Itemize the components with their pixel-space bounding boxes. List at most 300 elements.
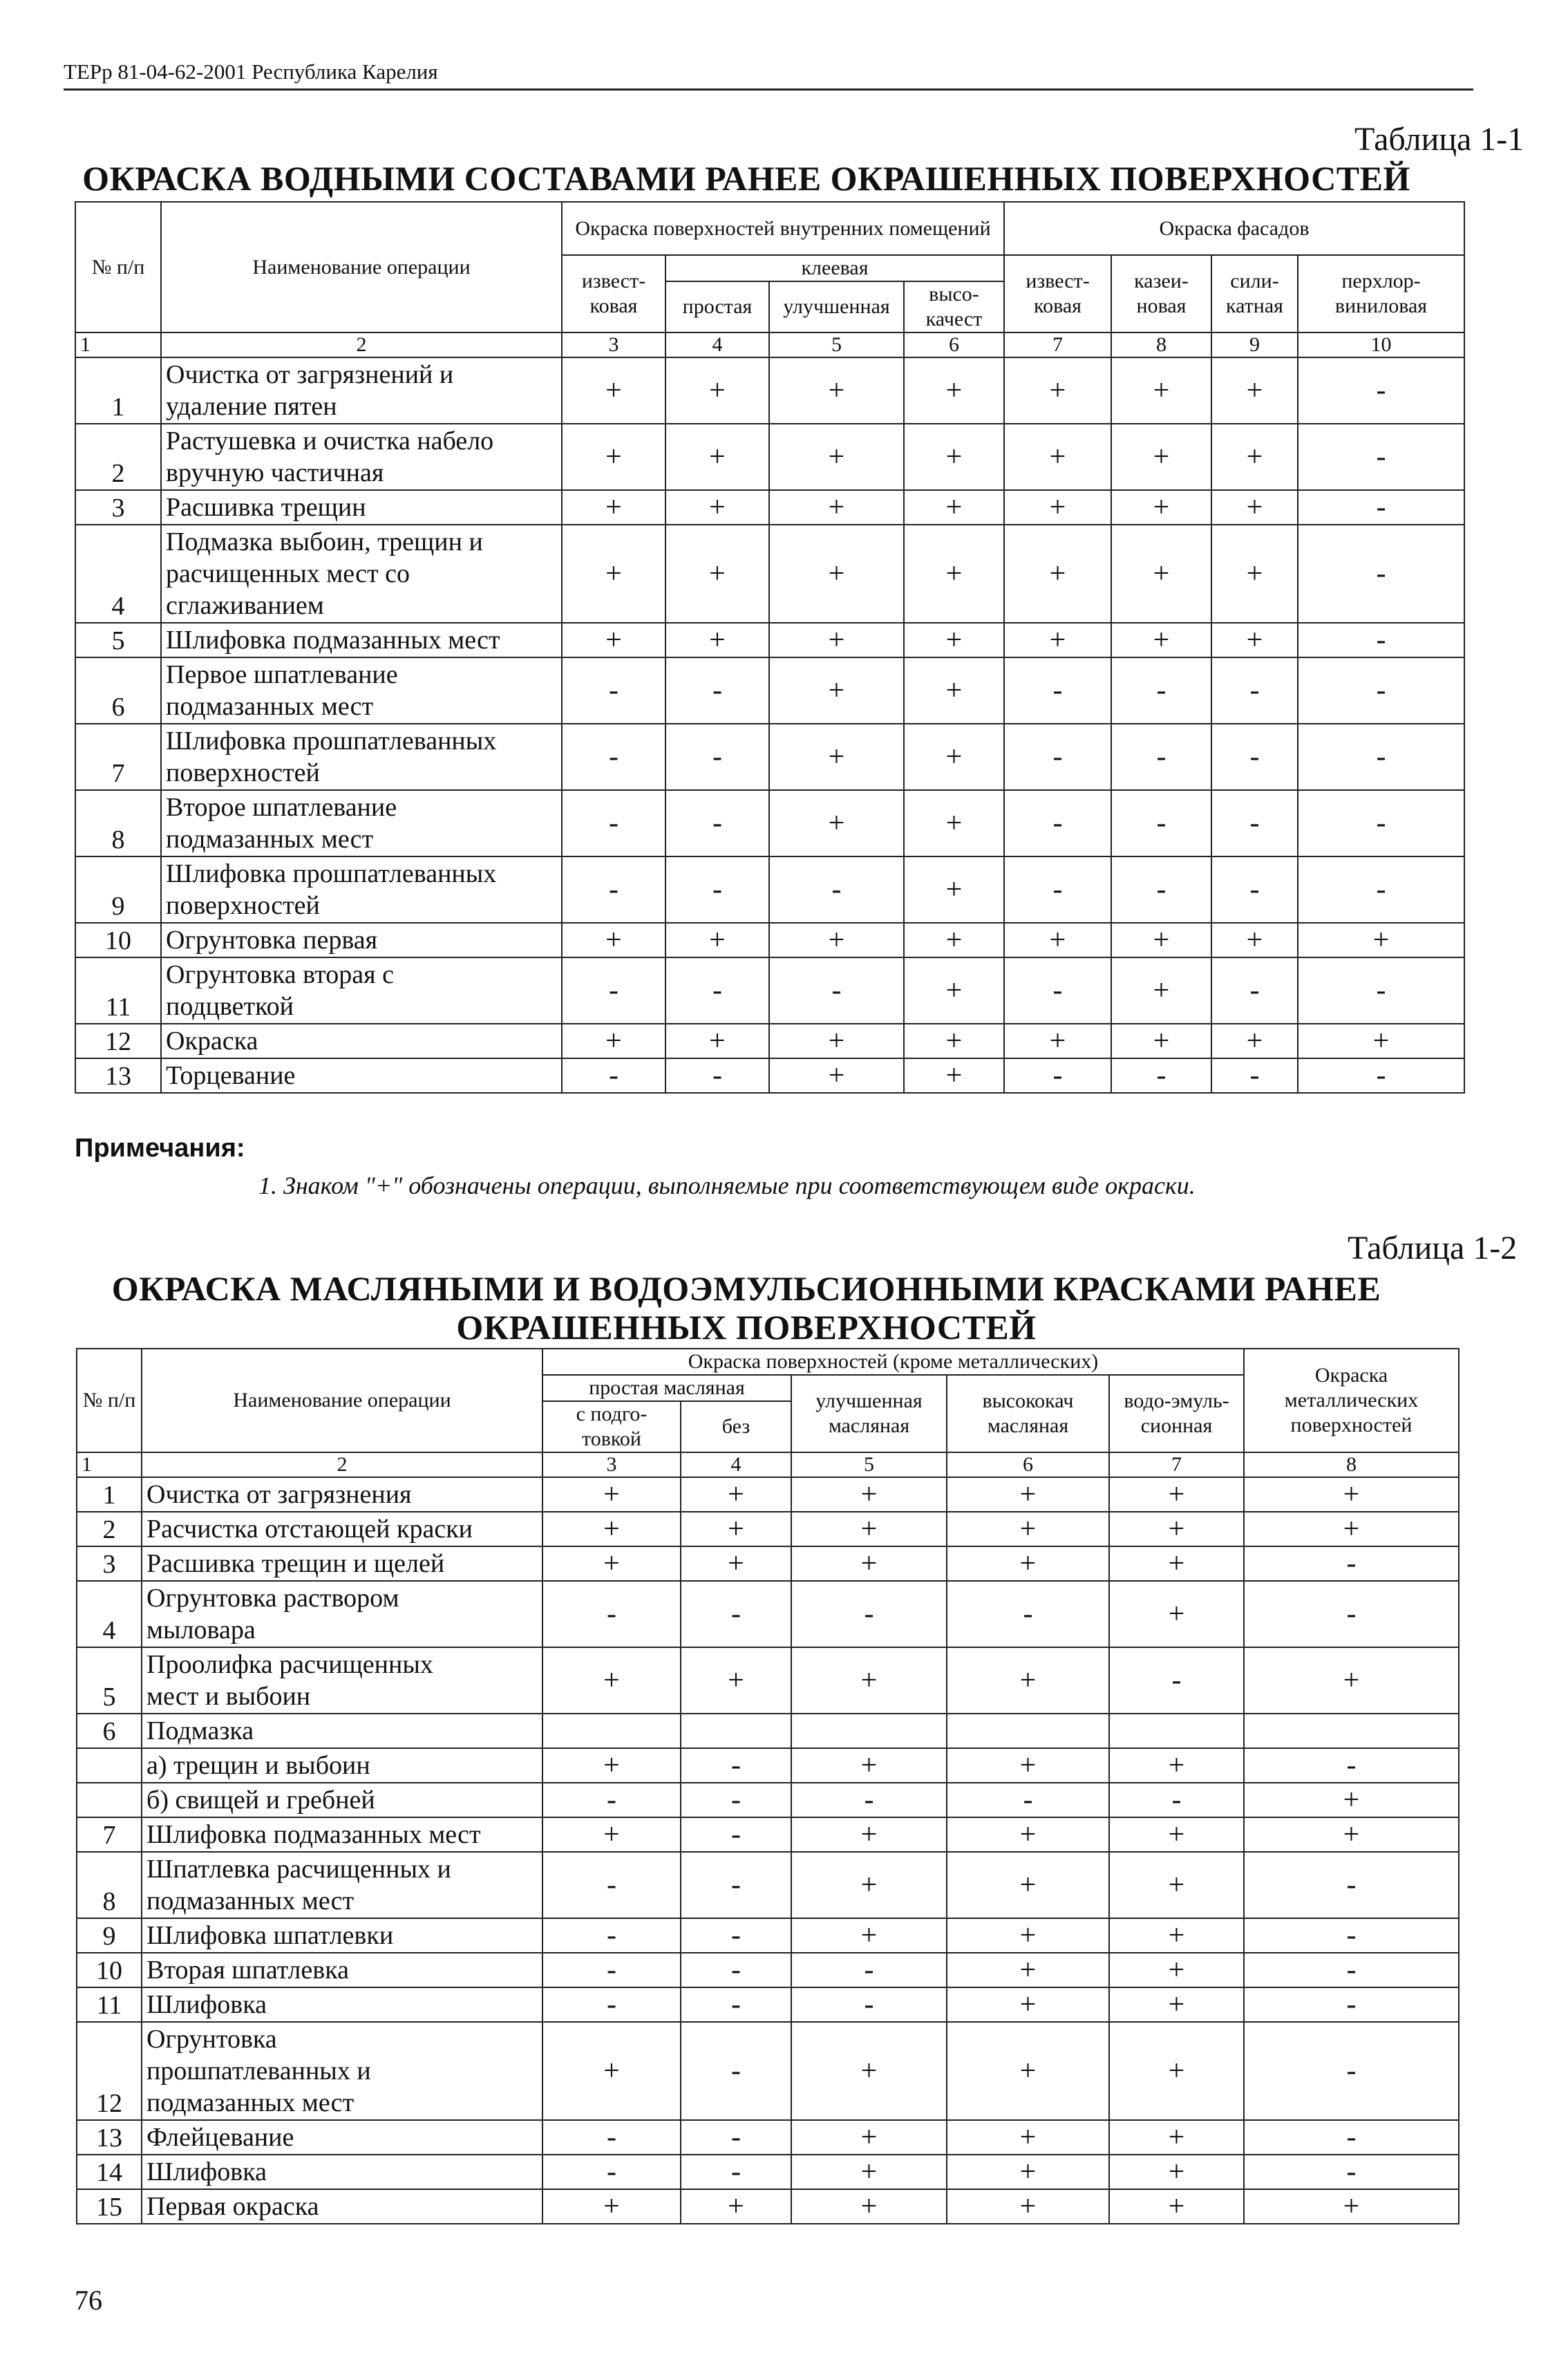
applicability-mark: + bbox=[1109, 1953, 1244, 1987]
t1-colno: 4 bbox=[665, 332, 769, 357]
applicability-mark: + bbox=[1211, 525, 1298, 623]
t2-vysokokachestvennaya-header: высококач масляная bbox=[947, 1375, 1109, 1452]
applicability-mark: + bbox=[665, 623, 769, 657]
applicability-mark: + bbox=[1004, 525, 1111, 623]
applicability-mark: - bbox=[665, 790, 769, 856]
operation-name bbox=[161, 856, 562, 923]
table2-title-line2: ОКРАШЕННЫХ ПОВЕРХНОСТЕЙ bbox=[456, 1308, 1037, 1347]
applicability-mark: + bbox=[542, 1546, 681, 1581]
operation-name bbox=[161, 790, 562, 856]
applicability-mark: - bbox=[1244, 2022, 1459, 2120]
applicability-mark: + bbox=[562, 490, 665, 525]
applicability-mark: + bbox=[1298, 923, 1464, 957]
t2-metal-header: Окраска металлических поверхностей bbox=[1244, 1349, 1459, 1452]
applicability-mark: + bbox=[681, 1546, 791, 1581]
operation-name-line: Огрунтовка вторая с bbox=[166, 960, 394, 989]
applicability-mark: - bbox=[681, 2155, 791, 2189]
applicability-mark: - bbox=[562, 856, 665, 923]
applicability-mark: - bbox=[542, 1953, 681, 1987]
applicability-mark: - bbox=[562, 790, 665, 856]
row-number: 8 bbox=[77, 1852, 142, 1918]
t2-colno: 4 bbox=[681, 1452, 791, 1477]
row-number: 14 bbox=[77, 2155, 142, 2189]
operation-name-line: Очистка от загрязнений и bbox=[166, 360, 454, 389]
t1-colno: 5 bbox=[769, 332, 904, 357]
applicability-mark: + bbox=[947, 2189, 1109, 2224]
applicability-mark: - bbox=[1298, 490, 1464, 525]
row-number: 8 bbox=[75, 790, 161, 856]
table-row bbox=[75, 490, 1464, 525]
table-row bbox=[77, 1546, 1459, 1581]
operation-name bbox=[142, 1987, 542, 2022]
operation-name-line: подцветкой bbox=[166, 992, 294, 1021]
t1-silikatnaya-header: сили-катная bbox=[1211, 255, 1298, 332]
applicability-mark: + bbox=[947, 1918, 1109, 1953]
applicability-mark: + bbox=[1211, 424, 1298, 490]
applicability-mark: + bbox=[1211, 923, 1298, 957]
applicability-mark: - bbox=[1244, 1748, 1459, 1783]
operation-name-line: расчищенных мест со bbox=[166, 559, 410, 588]
applicability-mark: - bbox=[1111, 657, 1211, 724]
table-row bbox=[77, 1852, 1459, 1918]
applicability-mark: - bbox=[1298, 724, 1464, 790]
table2 bbox=[76, 1348, 1460, 2224]
applicability-mark: + bbox=[947, 1647, 1109, 1714]
applicability-mark: + bbox=[1211, 357, 1298, 424]
running-head: ТЕРр 81-04-62-2001 Республика Карелия bbox=[64, 59, 438, 84]
applicability-mark: + bbox=[947, 2155, 1109, 2189]
row-number: 12 bbox=[77, 2022, 142, 2120]
applicability-mark: - bbox=[791, 1953, 947, 1987]
operation-name bbox=[142, 1546, 542, 1581]
applicability-mark: + bbox=[1111, 623, 1211, 657]
t1-kleevaya-header: клеевая bbox=[665, 255, 1004, 281]
t1-perhlorvinilovaya-header: перхлор-виниловая bbox=[1298, 255, 1464, 332]
t2-bez-header: без bbox=[681, 1401, 791, 1452]
applicability-mark: - bbox=[542, 1987, 681, 2022]
applicability-mark bbox=[791, 1714, 947, 1748]
t1-uluchshennaya-header: улучшенная bbox=[769, 281, 904, 332]
note-1: 1. Знаком "+" обозначены операции, выполняемые при соответствующем виде окраски. bbox=[258, 1172, 1196, 1199]
applicability-mark: + bbox=[562, 424, 665, 490]
applicability-mark: - bbox=[1211, 790, 1298, 856]
t2-col-name-header: Наименование операции bbox=[142, 1349, 542, 1452]
operation-name-line: подмазанных мест bbox=[147, 1886, 355, 1915]
applicability-mark: + bbox=[769, 490, 904, 525]
operation-name bbox=[161, 923, 562, 957]
applicability-mark: + bbox=[562, 1024, 665, 1058]
applicability-mark: - bbox=[562, 657, 665, 724]
applicability-mark: + bbox=[1109, 1987, 1244, 2022]
operation-name bbox=[142, 1852, 542, 1918]
row-number: 6 bbox=[75, 657, 161, 724]
table-row bbox=[77, 1918, 1459, 1953]
operation-name-line: Подмазка bbox=[147, 1716, 254, 1745]
operation-name-line: подмазанных мест bbox=[147, 2088, 355, 2117]
applicability-mark: + bbox=[1244, 1512, 1459, 1546]
applicability-mark: + bbox=[947, 1748, 1109, 1783]
applicability-mark: - bbox=[1244, 2120, 1459, 2155]
applicability-mark: - bbox=[542, 2155, 681, 2189]
table-row bbox=[75, 1024, 1464, 1058]
applicability-mark: + bbox=[769, 657, 904, 724]
applicability-mark: + bbox=[1244, 2189, 1459, 2224]
applicability-mark: + bbox=[542, 1647, 681, 1714]
applicability-mark: - bbox=[1298, 1058, 1464, 1093]
applicability-mark: - bbox=[1211, 856, 1298, 923]
operation-name-line: Флейцевание bbox=[147, 2123, 294, 2152]
applicability-mark bbox=[947, 1714, 1109, 1748]
applicability-mark: + bbox=[665, 424, 769, 490]
applicability-mark: - bbox=[562, 957, 665, 1024]
table-row bbox=[77, 1817, 1459, 1852]
t2-vodoemulsionnaya-header: водо-эмуль-сионная bbox=[1109, 1375, 1244, 1452]
operation-name bbox=[142, 1748, 542, 1783]
t1-colno: 2 bbox=[161, 332, 562, 357]
applicability-mark: - bbox=[665, 1058, 769, 1093]
applicability-mark: - bbox=[665, 856, 769, 923]
applicability-mark: + bbox=[947, 1953, 1109, 1987]
applicability-mark: + bbox=[1111, 957, 1211, 1024]
operation-name-line: Расчистка отстающей краски bbox=[147, 1515, 473, 1544]
table-row bbox=[77, 1647, 1459, 1714]
applicability-mark: + bbox=[1004, 490, 1111, 525]
applicability-mark: + bbox=[1111, 490, 1211, 525]
operation-name bbox=[161, 623, 562, 657]
table2-label: Таблица 1-2 bbox=[1348, 1230, 1518, 1266]
applicability-mark: + bbox=[1244, 1477, 1459, 1512]
applicability-mark: - bbox=[769, 957, 904, 1024]
applicability-mark: - bbox=[769, 856, 904, 923]
applicability-mark: + bbox=[791, 1852, 947, 1918]
operation-name bbox=[142, 1581, 542, 1647]
applicability-mark: - bbox=[1211, 1058, 1298, 1093]
table-row bbox=[77, 1581, 1459, 1647]
applicability-mark: + bbox=[904, 923, 1004, 957]
applicability-mark: - bbox=[1244, 1918, 1459, 1953]
operation-name bbox=[161, 1058, 562, 1093]
applicability-mark: + bbox=[1109, 1852, 1244, 1918]
table-row bbox=[75, 424, 1464, 490]
applicability-mark: + bbox=[769, 357, 904, 424]
applicability-mark: + bbox=[791, 2120, 947, 2155]
applicability-mark: - bbox=[1244, 1987, 1459, 2022]
applicability-mark: + bbox=[791, 2155, 947, 2189]
applicability-mark: + bbox=[769, 1024, 904, 1058]
operation-name bbox=[142, 1477, 542, 1512]
t2-prostaya-maslyanaya-header: простая масляная bbox=[542, 1375, 791, 1401]
applicability-mark: + bbox=[904, 424, 1004, 490]
operation-name-line: подмазанных мест bbox=[166, 692, 374, 721]
applicability-mark: + bbox=[904, 790, 1004, 856]
operation-name-line: Шлифовка прошпатлеванных bbox=[166, 727, 497, 756]
applicability-mark: + bbox=[947, 1852, 1109, 1918]
row-number: 11 bbox=[77, 1987, 142, 2022]
t1-colno: 3 bbox=[562, 332, 665, 357]
operation-name-line: Окраска bbox=[166, 1027, 258, 1056]
applicability-mark: + bbox=[947, 2120, 1109, 2155]
applicability-mark: + bbox=[791, 1647, 947, 1714]
applicability-mark: + bbox=[769, 923, 904, 957]
applicability-mark: - bbox=[681, 1817, 791, 1852]
operation-name-line: Расшивка трещин bbox=[166, 493, 366, 522]
table-row bbox=[77, 1714, 1459, 1748]
operation-name bbox=[142, 2120, 542, 2155]
applicability-mark: + bbox=[904, 623, 1004, 657]
table-row bbox=[75, 923, 1464, 957]
row-number: 7 bbox=[77, 1817, 142, 1852]
applicability-mark: + bbox=[1111, 357, 1211, 424]
row-number: 12 bbox=[75, 1024, 161, 1058]
applicability-mark: + bbox=[542, 1817, 681, 1852]
applicability-mark: - bbox=[562, 1058, 665, 1093]
operation-name bbox=[142, 1817, 542, 1852]
table-row bbox=[77, 2022, 1459, 2120]
applicability-mark: + bbox=[1109, 2155, 1244, 2189]
operation-name bbox=[161, 724, 562, 790]
applicability-mark: - bbox=[1244, 1546, 1459, 1581]
operation-name-line: а) трещин и выбоин bbox=[147, 1751, 370, 1780]
row-number: 1 bbox=[75, 357, 161, 424]
applicability-mark: - bbox=[681, 1581, 791, 1647]
applicability-mark: + bbox=[665, 1024, 769, 1058]
t1-colno: 6 bbox=[904, 332, 1004, 357]
applicability-mark: - bbox=[1004, 724, 1111, 790]
operation-name-line: Очистка от загрязнения bbox=[147, 1480, 412, 1509]
t1-izvestkovaya-header: извест-ковая bbox=[562, 255, 665, 332]
applicability-mark: - bbox=[947, 1581, 1109, 1647]
operation-name bbox=[142, 1647, 542, 1714]
operation-name bbox=[161, 357, 562, 424]
operation-name-line: Шлифовка bbox=[147, 2157, 267, 2186]
applicability-mark bbox=[1109, 1714, 1244, 1748]
table-row bbox=[75, 1058, 1464, 1093]
table-row bbox=[77, 1953, 1459, 1987]
operation-name bbox=[161, 424, 562, 490]
t2-column-numbers-row bbox=[77, 1452, 1459, 1477]
applicability-mark: + bbox=[1111, 525, 1211, 623]
operation-name-line: Второе шпатлевание bbox=[166, 793, 397, 822]
row-number: 1 bbox=[77, 1477, 142, 1512]
row-number: 13 bbox=[77, 2120, 142, 2155]
row-number: 11 bbox=[75, 957, 161, 1024]
applicability-mark: - bbox=[1004, 856, 1111, 923]
applicability-mark: - bbox=[1298, 623, 1464, 657]
applicability-mark: - bbox=[1298, 525, 1464, 623]
operation-name-line: Вторая шпатлевка bbox=[147, 1956, 349, 1985]
applicability-mark: + bbox=[904, 657, 1004, 724]
t1-facade-header: Окраска фасадов bbox=[1004, 202, 1464, 255]
operation-name bbox=[142, 2189, 542, 2224]
applicability-mark: + bbox=[1211, 490, 1298, 525]
operation-name-line: подмазанных мест bbox=[166, 825, 374, 854]
row-number: 5 bbox=[77, 1647, 142, 1714]
applicability-mark: + bbox=[1109, 1546, 1244, 1581]
row-number: 10 bbox=[77, 1953, 142, 1987]
applicability-mark: - bbox=[1004, 957, 1111, 1024]
operation-name-line: поверхностей bbox=[166, 758, 320, 787]
row-number: 10 bbox=[75, 923, 161, 957]
applicability-mark: - bbox=[681, 1918, 791, 1953]
applicability-mark: + bbox=[1244, 1647, 1459, 1714]
row-number: 9 bbox=[77, 1918, 142, 1953]
t2-colno: 8 bbox=[1244, 1452, 1459, 1477]
applicability-mark: + bbox=[769, 525, 904, 623]
applicability-mark: - bbox=[1244, 1953, 1459, 1987]
applicability-mark: + bbox=[904, 1058, 1004, 1093]
t1-col-name-header: Наименование операции bbox=[161, 202, 562, 332]
operation-name bbox=[142, 1512, 542, 1546]
applicability-mark: - bbox=[1109, 1783, 1244, 1817]
operation-name-line: Огрунтовка bbox=[147, 2025, 277, 2054]
applicability-mark: + bbox=[791, 1546, 947, 1581]
t2-colno: 5 bbox=[791, 1452, 947, 1477]
operation-name-line: Проолифка расчищенных bbox=[147, 1650, 433, 1679]
applicability-mark: - bbox=[1109, 1647, 1244, 1714]
applicability-mark: + bbox=[665, 357, 769, 424]
t2-uluchshennaya-header: улучшенная масляная bbox=[791, 1375, 947, 1452]
table-row bbox=[77, 1783, 1459, 1817]
applicability-mark: - bbox=[1244, 2155, 1459, 2189]
t1-col-num-header: № п/п bbox=[75, 202, 161, 332]
applicability-mark: + bbox=[904, 1024, 1004, 1058]
applicability-mark bbox=[681, 1714, 791, 1748]
operation-name bbox=[142, 1783, 542, 1817]
applicability-mark: - bbox=[1298, 657, 1464, 724]
applicability-mark: + bbox=[791, 1477, 947, 1512]
applicability-mark: + bbox=[769, 623, 904, 657]
operation-name-line: Огрунтовка раствором bbox=[147, 1584, 399, 1613]
operation-name-line: удаление пятен bbox=[166, 392, 337, 421]
operation-name-line: вручную частичная bbox=[166, 458, 384, 487]
table-row bbox=[77, 1987, 1459, 2022]
t1-prostaya-header: простая bbox=[665, 281, 769, 332]
applicability-mark bbox=[1244, 1714, 1459, 1748]
applicability-mark: - bbox=[1298, 957, 1464, 1024]
applicability-mark: + bbox=[1109, 1918, 1244, 1953]
applicability-mark: - bbox=[1004, 790, 1111, 856]
t2-col-num-header: № п/п bbox=[77, 1349, 142, 1452]
applicability-mark: - bbox=[665, 724, 769, 790]
applicability-mark: + bbox=[1004, 923, 1111, 957]
applicability-mark: + bbox=[665, 490, 769, 525]
row-number: 13 bbox=[75, 1058, 161, 1093]
applicability-mark: + bbox=[769, 790, 904, 856]
row-number: 2 bbox=[77, 1512, 142, 1546]
table-row bbox=[77, 1512, 1459, 1546]
applicability-mark: + bbox=[665, 525, 769, 623]
applicability-mark: - bbox=[562, 724, 665, 790]
applicability-mark: + bbox=[769, 724, 904, 790]
applicability-mark: + bbox=[1111, 1024, 1211, 1058]
table1 bbox=[75, 201, 1465, 1094]
operation-name bbox=[142, 1714, 542, 1748]
operation-name-line: Растушевка и очистка набело bbox=[166, 427, 494, 456]
applicability-mark: + bbox=[904, 490, 1004, 525]
operation-name-line: Подмазка выбоин, трещин и bbox=[166, 527, 483, 556]
applicability-mark: + bbox=[1109, 1477, 1244, 1512]
table-row bbox=[75, 724, 1464, 790]
t1-colno: 1 bbox=[75, 332, 161, 357]
operation-name-line: Шлифовка шпатлевки bbox=[147, 1921, 394, 1950]
t1-column-numbers-row bbox=[75, 332, 1464, 357]
table-row bbox=[77, 2155, 1459, 2189]
table-row bbox=[77, 1477, 1459, 1512]
operation-name bbox=[161, 957, 562, 1024]
applicability-mark: + bbox=[1109, 1748, 1244, 1783]
applicability-mark: - bbox=[665, 957, 769, 1024]
table-row bbox=[77, 2120, 1459, 2155]
applicability-mark: + bbox=[791, 1817, 947, 1852]
operation-name-line: поверхностей bbox=[166, 891, 320, 920]
applicability-mark: - bbox=[1211, 724, 1298, 790]
applicability-mark: + bbox=[1111, 424, 1211, 490]
operation-name-line: Шлифовка подмазанных мест bbox=[147, 1820, 481, 1849]
table-row bbox=[75, 856, 1464, 923]
t2-colno: 6 bbox=[947, 1452, 1109, 1477]
operation-name bbox=[142, 1953, 542, 1987]
applicability-mark: - bbox=[681, 1783, 791, 1817]
operation-name-line: мест и выбоин bbox=[147, 1682, 311, 1711]
table-row bbox=[75, 357, 1464, 424]
applicability-mark: - bbox=[947, 1783, 1109, 1817]
applicability-mark: - bbox=[791, 1987, 947, 2022]
applicability-mark: + bbox=[681, 1512, 791, 1546]
applicability-mark: - bbox=[681, 1987, 791, 2022]
applicability-mark: + bbox=[904, 357, 1004, 424]
t1-vysokachestvennaya-header: высо-качест bbox=[904, 281, 1004, 332]
applicability-mark: + bbox=[542, 1477, 681, 1512]
operation-name-line: прошпатлеванных и bbox=[147, 2056, 371, 2086]
applicability-mark: + bbox=[1109, 2120, 1244, 2155]
applicability-mark: + bbox=[904, 856, 1004, 923]
t1-colno: 8 bbox=[1111, 332, 1211, 357]
table2-title-line1: ОКРАСКА МАСЛЯНЫМИ И ВОДОЭМУЛЬСИОННЫМИ КРАСКАМИ РАНЕЕ bbox=[111, 1269, 1381, 1308]
table-row bbox=[75, 790, 1464, 856]
row-number: 3 bbox=[75, 490, 161, 525]
operation-name-line: Огрунтовка первая bbox=[166, 926, 378, 955]
applicability-mark: + bbox=[542, 2022, 681, 2120]
operation-name-line: Шпатлевка расчищенных и bbox=[147, 1855, 451, 1884]
applicability-mark: - bbox=[542, 1783, 681, 1817]
applicability-mark: + bbox=[769, 424, 904, 490]
applicability-mark: + bbox=[562, 357, 665, 424]
row-number: 15 bbox=[77, 2189, 142, 2224]
operation-name-line: Расшивка трещин и щелей bbox=[147, 1549, 445, 1578]
operation-name bbox=[161, 490, 562, 525]
applicability-mark: + bbox=[1211, 1024, 1298, 1058]
applicability-mark: + bbox=[1111, 923, 1211, 957]
applicability-mark: - bbox=[1298, 790, 1464, 856]
operation-name-line: Первая окраска bbox=[147, 2192, 319, 2221]
t2-colno: 7 bbox=[1109, 1452, 1244, 1477]
applicability-mark: + bbox=[1004, 1024, 1111, 1058]
operation-name-line: Шлифовка bbox=[147, 1990, 267, 2019]
notes-heading: Примечания: bbox=[75, 1134, 245, 1163]
applicability-mark: + bbox=[947, 1546, 1109, 1581]
applicability-mark: - bbox=[681, 1748, 791, 1783]
table1-title: ОКРАСКА ВОДНЫМИ СОСТАВАМИ РАНЕЕ ОКРАШЕННЫХ ПОВЕРХНОСТЕЙ bbox=[82, 159, 1410, 198]
applicability-mark: - bbox=[1111, 724, 1211, 790]
table-row bbox=[77, 1748, 1459, 1783]
applicability-mark: - bbox=[1211, 657, 1298, 724]
t2-nonmetal-header: Окраска поверхностей (кроме металлических) bbox=[542, 1349, 1244, 1375]
applicability-mark: + bbox=[665, 923, 769, 957]
applicability-mark: + bbox=[791, 1748, 947, 1783]
table-row bbox=[75, 957, 1464, 1024]
applicability-mark: + bbox=[681, 2189, 791, 2224]
t1-interior-header: Окраска поверхностей внутренних помещений bbox=[562, 202, 1004, 255]
